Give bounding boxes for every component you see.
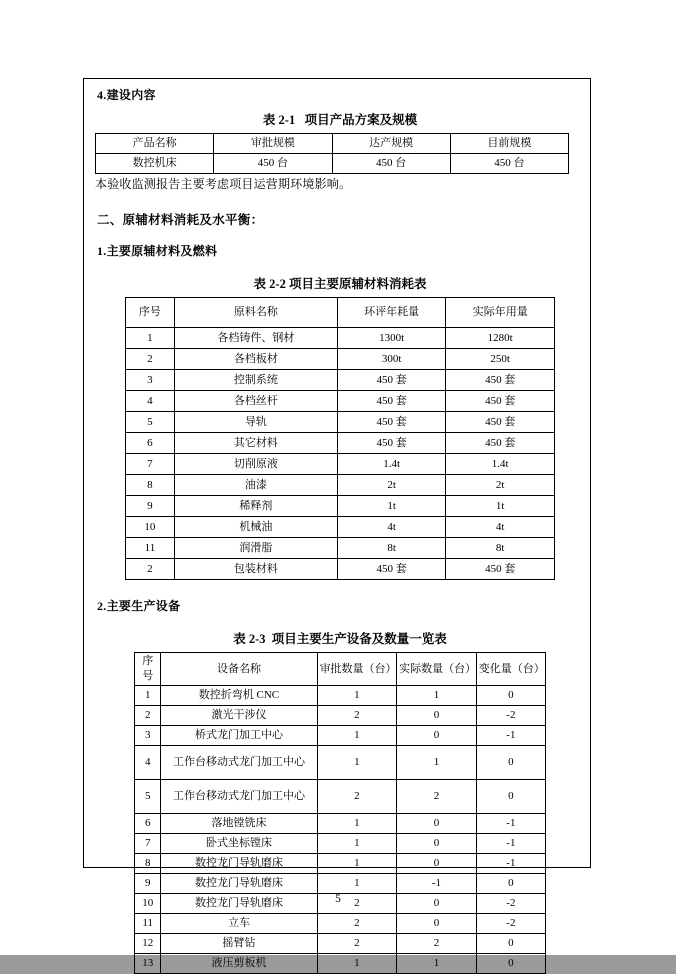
table-3-cell: 1: [397, 954, 477, 974]
table-2-cell: 1: [126, 328, 175, 349]
table-3-cell: -2: [476, 914, 545, 934]
table-3-cell: 1: [317, 746, 397, 780]
table-3-cell: 桥式龙门加工中心: [161, 726, 317, 746]
table-2-cell: 油漆: [174, 475, 337, 496]
table-3-cell: -1: [476, 834, 545, 854]
table-2-cell: 10: [126, 517, 175, 538]
table-row: [126, 298, 555, 328]
table-row: [135, 746, 546, 780]
table-3-cell: 立车: [161, 914, 317, 934]
table-3-cell: -1: [476, 814, 545, 834]
table-row: [126, 454, 555, 475]
table-3-cell: 9: [135, 874, 161, 894]
table-2-cell: 1t: [446, 496, 555, 517]
table-3-cell: 2: [317, 914, 397, 934]
table-3-cell: 0: [397, 726, 477, 746]
table-3-cell: 工作台移动式龙门加工中心: [161, 746, 317, 780]
table-3-cell: 0: [397, 894, 477, 914]
table-2-cell: 450 套: [337, 412, 446, 433]
table-2-cell: 300t: [337, 349, 446, 370]
table-3-cell: 0: [476, 934, 545, 954]
table-3-cell: 数控龙门导轨磨床: [161, 854, 317, 874]
table-2-cell: 2t: [446, 475, 555, 496]
table-3-cell: 6: [135, 814, 161, 834]
table-2-cell: 450 套: [446, 391, 555, 412]
table-3-cell: 卧式坐标镗床: [161, 834, 317, 854]
table-2-cell: 2: [126, 349, 175, 370]
table-3-cell: 2: [135, 706, 161, 726]
table-production-equipment-list: [134, 652, 546, 974]
table-2-header-cell: 原料名称: [174, 298, 337, 328]
table-2-cell: 11: [126, 538, 175, 559]
table-2-cell: 切削原液: [174, 454, 337, 475]
table-1-cell: 数控机床: [96, 154, 214, 174]
table-3-cell: 11: [135, 914, 161, 934]
table-3-cell: 1: [317, 834, 397, 854]
table-2-cell: 1300t: [337, 328, 446, 349]
table-1-header-cell: 达产规模: [332, 134, 450, 154]
table-3-cell: -2: [476, 894, 545, 914]
table-2-cell: 1.4t: [446, 454, 555, 475]
table-1-header-cell: 目前规模: [450, 134, 568, 154]
table-1-header-cell: 审批规模: [214, 134, 332, 154]
table-2-cell: 2: [126, 559, 175, 580]
table-3-header-cell: 设备名称: [161, 653, 317, 686]
table-2-cell: 各档铸件、钢材: [174, 328, 337, 349]
table-3-cell: -1: [476, 726, 545, 746]
table-1-cell: 450 台: [450, 154, 568, 174]
table-row: [135, 726, 546, 746]
table-2-header-cell: 环评年耗量: [337, 298, 446, 328]
table-3-cell: 2: [317, 894, 397, 914]
table-row: [126, 496, 555, 517]
table-2-cell: 各档板材: [174, 349, 337, 370]
table-3-cell: 1: [317, 686, 397, 706]
table-2-cell: 导轨: [174, 412, 337, 433]
table-3-title-text: 项目主要生产设备及数量一览表: [271, 632, 447, 647]
table-3-cell: -2: [476, 706, 545, 726]
table-raw-material-consumption: [125, 297, 555, 580]
table-row: [135, 914, 546, 934]
table-3-cell: 2: [317, 934, 397, 954]
table-3-cell: 4: [135, 746, 161, 780]
table-3-cell: 数控折弯机 CNC: [161, 686, 317, 706]
table-row: [126, 328, 555, 349]
table-row: [135, 814, 546, 834]
table-2-cell: 450 套: [337, 391, 446, 412]
table-3-cell: 0: [476, 780, 545, 814]
table-2-cell: 450 套: [446, 412, 555, 433]
table-2-cell: 1t: [337, 496, 446, 517]
table-3-cell: 2: [397, 934, 477, 954]
table-1-caption: [95, 110, 585, 128]
table-2-title-text: 项目主要原辅材料消耗表: [288, 277, 427, 292]
table-3-header-cell: 审批数量（台）: [317, 653, 397, 686]
table-3-cell: 液压剪板机: [161, 954, 317, 974]
table-2-cell: 8t: [446, 538, 555, 559]
table-2-cell: 8t: [337, 538, 446, 559]
table-3-cell: 1: [317, 726, 397, 746]
table-row: [135, 686, 546, 706]
table-3-cell: 数控龙门导轨磨床: [161, 874, 317, 894]
table-2-cell: 2t: [337, 475, 446, 496]
table-3-header-cell: 实际数量（台）: [397, 653, 477, 686]
table-3-cell: 7: [135, 834, 161, 854]
table-3-cell: 落地镗铣床: [161, 814, 317, 834]
table-3-cell: 摇臂钻: [161, 934, 317, 954]
table-2-cell: 450 套: [337, 559, 446, 580]
table-2-cell: 控制系统: [174, 370, 337, 391]
document-content: [95, 86, 585, 974]
table-row: [135, 874, 546, 894]
table-3-cell: 1: [317, 954, 397, 974]
table-3-cell: 0: [397, 814, 477, 834]
table-row: [126, 559, 555, 580]
table-3-cell: 数控龙门导轨磨床: [161, 894, 317, 914]
table-row: [126, 391, 555, 412]
table-3-number: 表 2-3: [233, 632, 266, 647]
table-2-cell: 稀释剂: [174, 496, 337, 517]
table-row: [135, 780, 546, 814]
table-2-cell: 450 套: [446, 370, 555, 391]
table-2-header-cell: 序号: [126, 298, 175, 328]
table-row: [126, 538, 555, 559]
table-3-cell: 3: [135, 726, 161, 746]
table-3-cell: 0: [397, 834, 477, 854]
table-3-header-cell: 序号: [135, 653, 161, 686]
table-1-cell: 450 台: [332, 154, 450, 174]
table-2-cell: 9: [126, 496, 175, 517]
table-2-cell: 包装材料: [174, 559, 337, 580]
table-2-cell: 4t: [446, 517, 555, 538]
table-3-cell: 0: [397, 914, 477, 934]
table-1-title-text: 项目产品方案及规模: [304, 113, 418, 127]
table-3-cell: 1: [317, 854, 397, 874]
table-2-cell: 450 套: [337, 433, 446, 454]
table-3-cell: 1: [397, 686, 477, 706]
table-3-cell: 1: [317, 874, 397, 894]
table-2-cell: 4t: [337, 517, 446, 538]
table-3-cell: 2: [317, 780, 397, 814]
table-3-cell: 10: [135, 894, 161, 914]
table-2-cell: 5: [126, 412, 175, 433]
table-3-cell: 工作台移动式龙门加工中心: [161, 780, 317, 814]
table-2-cell: 450 套: [446, 433, 555, 454]
table-row: [126, 349, 555, 370]
table-row: [96, 134, 569, 154]
table-2-cell: 250t: [446, 349, 555, 370]
table-row: [126, 412, 555, 433]
table-2-cell: 4: [126, 391, 175, 412]
page-number: 5: [335, 893, 341, 905]
table-2-cell: 其它材料: [174, 433, 337, 454]
table-2-cell: 3: [126, 370, 175, 391]
table-3-caption: [95, 629, 585, 647]
table-3-cell: 0: [397, 854, 477, 874]
table-3-cell: 0: [476, 746, 545, 780]
section-heading-raw-material-water-balance: 二、原辅材料消耗及水平衡：: [97, 213, 264, 228]
table-3-cell: 激光干涉仪: [161, 706, 317, 726]
table-2-cell: 8: [126, 475, 175, 496]
table-3-cell: 0: [476, 874, 545, 894]
subsection-heading-main-production-equipment: 2.主要生产设备: [97, 599, 181, 614]
table-3-cell: 2: [397, 780, 477, 814]
table-3-cell: 5: [135, 780, 161, 814]
table-2-cell: 450 套: [446, 559, 555, 580]
table-row: [135, 954, 546, 974]
table-product-scheme-scale: [95, 133, 569, 174]
table-1-number: 表 2-1: [262, 113, 296, 127]
table-row: [135, 653, 546, 686]
table-3-cell: 0: [476, 954, 545, 974]
table-row: [126, 517, 555, 538]
table-2-number: 表 2-2: [253, 277, 286, 292]
table-row: [126, 433, 555, 454]
table-2-header-cell: 实际年用量: [446, 298, 555, 328]
table-2-caption: [95, 274, 585, 292]
table-3-cell: 2: [317, 706, 397, 726]
table-2-cell: 机械油: [174, 517, 337, 538]
table-3-cell: 1: [135, 686, 161, 706]
table-row: [135, 854, 546, 874]
table-3-header-cell: 变化量（台）: [476, 653, 545, 686]
table-row: [96, 154, 569, 174]
table-3-cell: -1: [397, 874, 477, 894]
table-2-cell: 各档丝杆: [174, 391, 337, 412]
table-1-header-cell: 产品名称: [96, 134, 214, 154]
table-1-cell: 450 台: [214, 154, 332, 174]
table-3-cell: 0: [397, 706, 477, 726]
table-2-cell: 450 套: [337, 370, 446, 391]
table-3-cell: 0: [476, 686, 545, 706]
table-3-cell: 1: [317, 814, 397, 834]
paragraph-operation-period-note: 本验收监测报告主要考虑项目运营期环境影响。: [95, 177, 352, 191]
table-row: [135, 934, 546, 954]
table-2-cell: 1.4t: [337, 454, 446, 475]
table-2-cell: 1280t: [446, 328, 555, 349]
table-row: [126, 475, 555, 496]
table-row: [126, 370, 555, 391]
subsection-heading-main-raw-materials: 1.主要原辅材料及燃料: [97, 244, 218, 259]
table-row: [135, 706, 546, 726]
table-row: [135, 834, 546, 854]
table-3-cell: -1: [476, 854, 545, 874]
table-3-cell: 13: [135, 954, 161, 974]
table-3-cell: 1: [397, 746, 477, 780]
table-2-cell: 润滑脂: [174, 538, 337, 559]
table-3-cell: 8: [135, 854, 161, 874]
table-3-cell: 12: [135, 934, 161, 954]
table-2-cell: 7: [126, 454, 175, 475]
section-heading-construction-content: 4.建设内容: [97, 88, 156, 102]
table-2-cell: 6: [126, 433, 175, 454]
